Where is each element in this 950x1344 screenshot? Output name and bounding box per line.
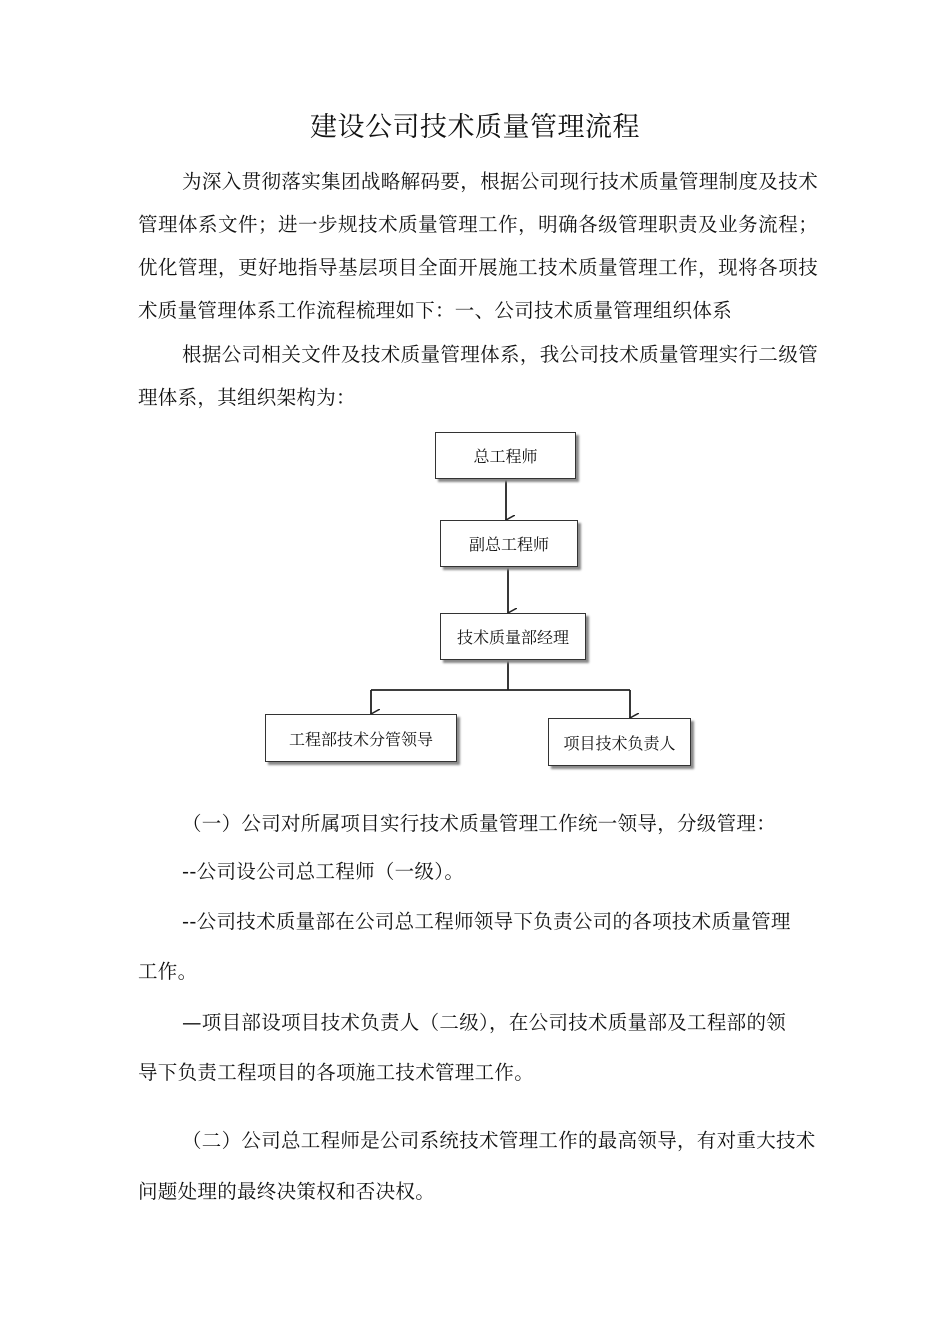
org-box-engineering-tech-lead: 工程部技术分管领导: [265, 714, 457, 762]
org-box-deputy-chief-engineer: 副总工程师: [440, 520, 578, 567]
list-item-3-line1: —项目部设项目技术负责人（二级），在公司技术质量部及工程部的领: [182, 1011, 787, 1034]
org-box-project-tech-lead: 项目技术负责人: [548, 718, 691, 766]
document-title: 建设公司技术质量管理流程: [310, 112, 640, 143]
structure-paragraph: 根据公司相关文件及技术质量管理体系，我公司技术质量管理实行二级管理体系，其组织架构为：: [138, 343, 818, 409]
section1-heading: （一）公司对所属项目实行技术质量管理工作统一领导，分级管理：: [182, 812, 777, 835]
list-item-1: --公司设公司总工程师（一级）。: [182, 860, 465, 883]
list-item-2-line1: --公司技术质量部在公司总工程师领导下负责公司的各项技术质量管理: [182, 910, 791, 933]
org-box-quality-dept-manager: 技术质量部经理: [440, 613, 586, 660]
section2-line1: （二）公司总工程师是公司系统技术管理工作的最高领导，有对重大技术: [182, 1129, 816, 1152]
org-box-chief-engineer: 总工程师: [435, 432, 576, 479]
list-item-2-line2: 工作。: [138, 960, 198, 983]
section2-line2: 问题处理的最终决策权和否决权。: [138, 1180, 436, 1203]
list-item-3-line2: 导下负责工程项目的各项施工技术管理工作。: [138, 1061, 535, 1084]
intro-paragraph: 为深入贯彻落实集团战略解码要，根据公司现行技术质量管理制度及技术管理体系文件；进一步规技术质量管理工作，明确各级管理职责及业务流程；优化管理，更好地指导基层项目全面开展施工技术质量管理工作，现将各项技术质量管理体系工作流程梳理如下：一、公司技术质量管理组织体系: [138, 170, 818, 322]
